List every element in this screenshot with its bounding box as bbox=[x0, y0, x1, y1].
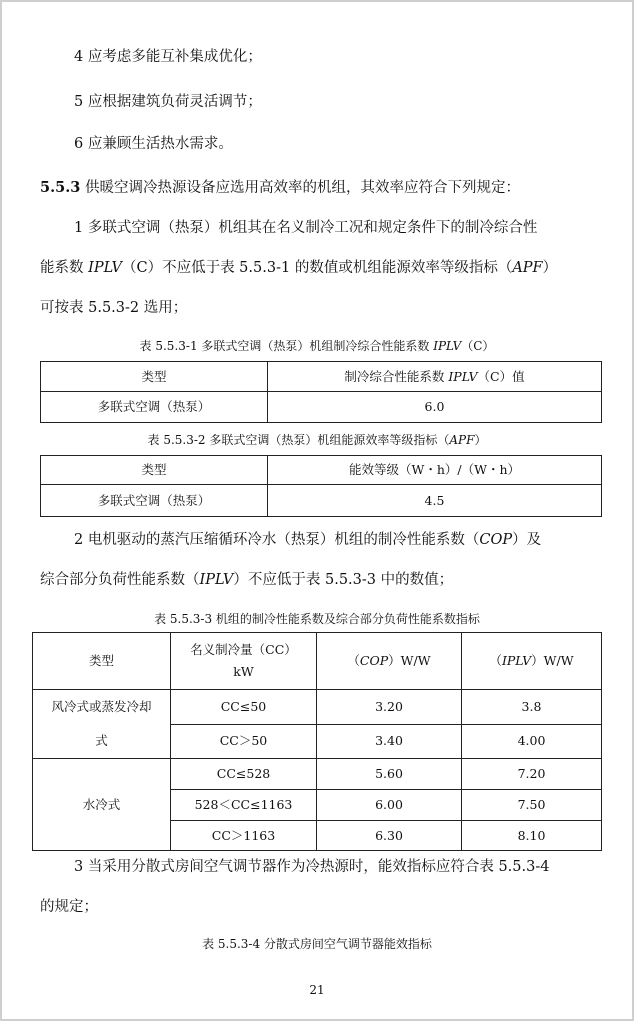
table3-cop: 6.00 bbox=[317, 790, 462, 821]
para1-line2: 能系数 IPLV（C）不应低于表 5.5.3-1 的数值或机组能源效率等级指标（APF） bbox=[40, 260, 558, 276]
table3-iplv: 4.00 bbox=[462, 724, 602, 759]
table2-header-apf: 能效等级（W・h）/（W・h） bbox=[268, 456, 602, 485]
table3-iplv: 8.10 bbox=[462, 821, 602, 851]
table3-iplv: 3.8 bbox=[462, 690, 602, 725]
table3-cc: CC≤528 bbox=[171, 759, 317, 790]
table3-type-water: 水冷式 bbox=[33, 759, 171, 851]
table-row bbox=[33, 759, 602, 790]
list-item-4: 4 应考虑多能互补集成优化； bbox=[74, 49, 262, 65]
table1-caption: 表 5.5.3-1 多联式空调（热泵）机组制冷综合性能系数 IPLV（C） bbox=[139, 339, 495, 353]
table1-header-iplv: 制冷综合性能系数 IPLV（C）值 bbox=[268, 362, 602, 392]
para1-line1: 1 多联式空调（热泵）机组其在名义制冷工况和规定条件下的制冷综合性 bbox=[74, 220, 538, 236]
table3-header-capacity: 名义制冷量（CC） kW bbox=[171, 633, 317, 690]
table2 bbox=[40, 455, 602, 517]
table1-header-type: 类型 bbox=[41, 362, 268, 392]
table1-cell-value: 6.0 bbox=[268, 392, 602, 423]
section-number: 5.5.3 bbox=[40, 179, 81, 196]
table-row bbox=[33, 690, 602, 725]
table3-cc: 528＜CC≤1163 bbox=[171, 790, 317, 821]
para3-line2: 的规定； bbox=[40, 899, 98, 915]
table3-cop: 6.30 bbox=[317, 821, 462, 851]
table3-caption: 表 5.5.3-3 机组的制冷性能系数及综合部分负荷性能系数指标 bbox=[154, 612, 480, 626]
table3-type-air: 风冷式或蒸发冷却 式 bbox=[33, 690, 171, 759]
section-text: 供暖空调冷热源设备应选用高效率的机组，其效率应符合下列规定： bbox=[80, 180, 520, 196]
table2-caption: 表 5.5.3-2 多联式空调（热泵）机组能源效率等级指标（APF） bbox=[147, 433, 487, 447]
page-number: 21 bbox=[309, 983, 325, 997]
list-item-6: 6 应兼顾生活热水需求。 bbox=[74, 136, 233, 152]
table3-cc: CC≤50 bbox=[171, 690, 317, 725]
table3-cop: 3.20 bbox=[317, 690, 462, 725]
table3-cop: 5.60 bbox=[317, 759, 462, 790]
table3-iplv: 7.20 bbox=[462, 759, 602, 790]
table2-cell-type: 多联式空调（热泵） bbox=[41, 485, 268, 517]
para2-line1: 2 电机驱动的蒸汽压缩循环冷水（热泵）机组的制冷性能系数（COP）及 bbox=[74, 532, 542, 548]
table3-header-type: 类型 bbox=[33, 633, 171, 690]
table3-iplv: 7.50 bbox=[462, 790, 602, 821]
para1-line3: 可按表 5.5.3-2 选用； bbox=[40, 300, 188, 316]
table3-cop: 3.40 bbox=[317, 724, 462, 759]
table3 bbox=[32, 632, 602, 851]
para3-line1: 3 当采用分散式房间空气调节器作为冷热源时，能效指标应符合表 5.5.3-4 bbox=[74, 859, 550, 875]
table3-header-cop: （COP）W/W bbox=[317, 633, 462, 690]
table2-header-type: 类型 bbox=[41, 456, 268, 485]
table4-caption: 表 5.5.3-4 分散式房间空气调节器能效指标 bbox=[202, 937, 432, 951]
table1-cell-type: 多联式空调（热泵） bbox=[41, 392, 268, 423]
table2-cell-value: 4.5 bbox=[268, 485, 602, 517]
table3-header-iplv: （IPLV）W/W bbox=[462, 633, 602, 690]
list-item-5: 5 应根据建筑负荷灵活调节； bbox=[74, 94, 262, 110]
para2-line2: 综合部分负荷性能系数（IPLV）不应低于表 5.5.3-3 中的数值； bbox=[40, 572, 454, 588]
table1 bbox=[40, 361, 602, 423]
table3-cc: CC＞1163 bbox=[171, 821, 317, 851]
table3-cc: CC＞50 bbox=[171, 724, 317, 759]
section-heading bbox=[40, 178, 520, 198]
